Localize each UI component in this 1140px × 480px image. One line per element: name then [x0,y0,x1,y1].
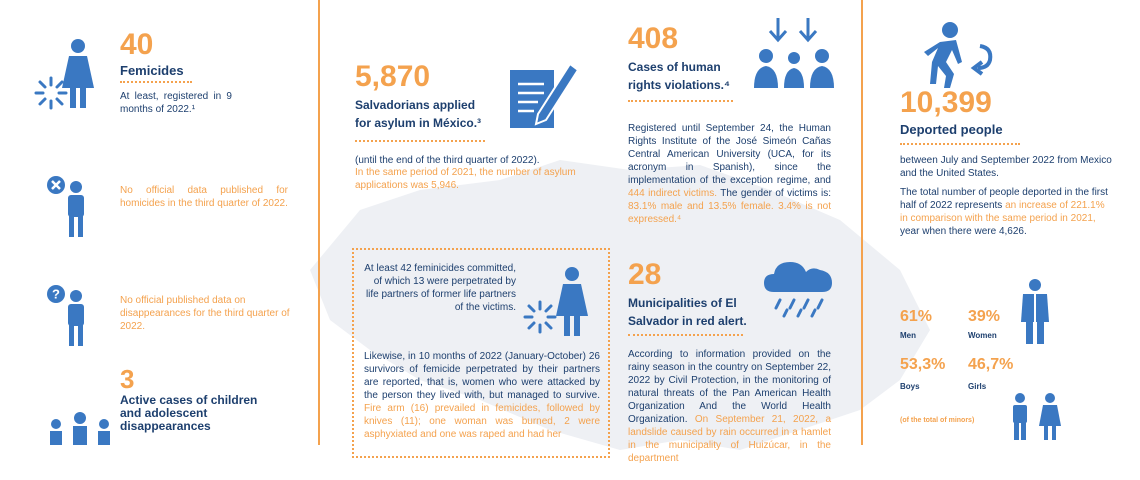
deported-text-2c: year when there were 4,626. [900,226,1027,237]
violations-text [628,122,831,226]
burst-icon [34,76,68,110]
municipalities-underline [628,334,743,336]
divider-line-left [318,0,320,445]
asylum-underline [355,140,485,142]
children-title: Active cases of children and adolescent disappearances [120,393,258,433]
municipalities-text [628,348,831,465]
boys-label: Boys [900,382,920,391]
women-percent: 39% [968,308,1001,325]
man-woman-icon [1018,278,1052,346]
femicides-underline [120,81,192,83]
deported-text-1: between July and September 2022 from Mexico and the United States. [900,155,1112,179]
children-number: 3 [120,364,135,394]
men-percent: 61% [900,308,933,325]
femicides-title: Femicides [120,63,184,78]
rain-cloud-icon [762,258,834,320]
person-question-icon [46,284,96,348]
violations-number: 408 [628,22,679,55]
violations-text-c: The gender of victims is: [720,188,831,199]
minors-note: (of the total of minors) [900,417,975,424]
municipalities-text-b: On September 21, 2022, a landslide caused by rain occurred in a hamlet in the municipality of Huizúcar, in the department [628,414,832,464]
feminicides-intro: At least 42 feminicides committed, of which 13 were perpetrated by life partners of former life partners of the victims. [364,263,516,313]
girls-label: Girls [968,382,987,391]
girls-percent: 46,7% [968,356,1014,373]
municipalities-number: 28 [628,258,662,291]
disappearances-text: No official published data on disappearances for the third quarter of 2022. [120,295,290,332]
burst-icon-2 [523,300,557,334]
asylum-text-2: In the same period of 2021, the number of asylum applications was 5,946. [355,167,576,191]
asylum-text-1: (until the end of the third quarter of 2022). [355,155,540,166]
municipalities-title: Municipalities of El Salvador in red alert. [628,296,747,328]
femicides-number: 40 [120,28,154,61]
boys-percent: 53,3% [900,356,946,373]
feminicides-text [364,350,600,441]
svg-text:?: ? [52,286,60,302]
violations-text-d: 83.1% male and 13.5% female. 3.4% is not expressed.⁴ [628,201,831,225]
children-group-icon [44,410,116,445]
deported-number: 10,399 [900,86,992,119]
feminicides-text-a: Likewise, in 10 months of 2022 (January-October) 26 survivors of femicide perpetrated by their partners are reported, that is, women who were attacked by the person they lived with, but managed to survive. [364,351,600,401]
femicides-text: At least, registered in 9 months of 2022.¹ [120,91,232,115]
group-arrows-icon [752,16,836,90]
violations-text-a: Registered until September 24, the Human Rights Institute of the José Simeón Cañas Central American University (UCA, for its acronym in Spanish), since the implementation of the exception regime, and [628,123,831,186]
deported-underline [900,143,1020,145]
document-pen-icon [508,60,580,130]
boy-girl-icon [1008,392,1064,442]
running-person-icon [918,22,998,90]
deported-text-2 [900,186,1112,238]
violations-title: Cases of human rights violations.⁴ [628,60,730,92]
deported-title: Deported people [900,122,1003,137]
violations-text-b: 444 indirect victims. [628,188,718,199]
asylum-number: 5,870 [355,60,431,93]
woman-icon-2 [552,266,592,338]
deported-text-2a: The total number of people deported in the first half of 2022 represents [900,187,1108,211]
person-x-icon [46,175,96,239]
asylum-title: Salvadorians applied for asylum in México.³ [355,98,482,130]
municipalities-text-a: According to information provided on the rainy season in the country on September 22, 2022 by Civil Protection, in the monitoring of natural threats of the Pan American Health Organization And the World Health Organization. [628,349,831,425]
feminicides-text-b: Fire arm (16) prevailed in femicides, followed by knives (11); one woman was burned, 2 were asphyxiated and one was raped and had her [364,403,600,440]
deported-text-2b: an increase of 221.1% in comparison with the same period in 2021, [900,200,1105,224]
homicides-text: No official data published for homicides in the third quarter of 2022. [120,185,288,209]
men-label: Men [900,331,916,340]
divider-line-right [861,0,863,445]
women-label: Women [968,331,997,340]
violations-underline [628,100,733,102]
